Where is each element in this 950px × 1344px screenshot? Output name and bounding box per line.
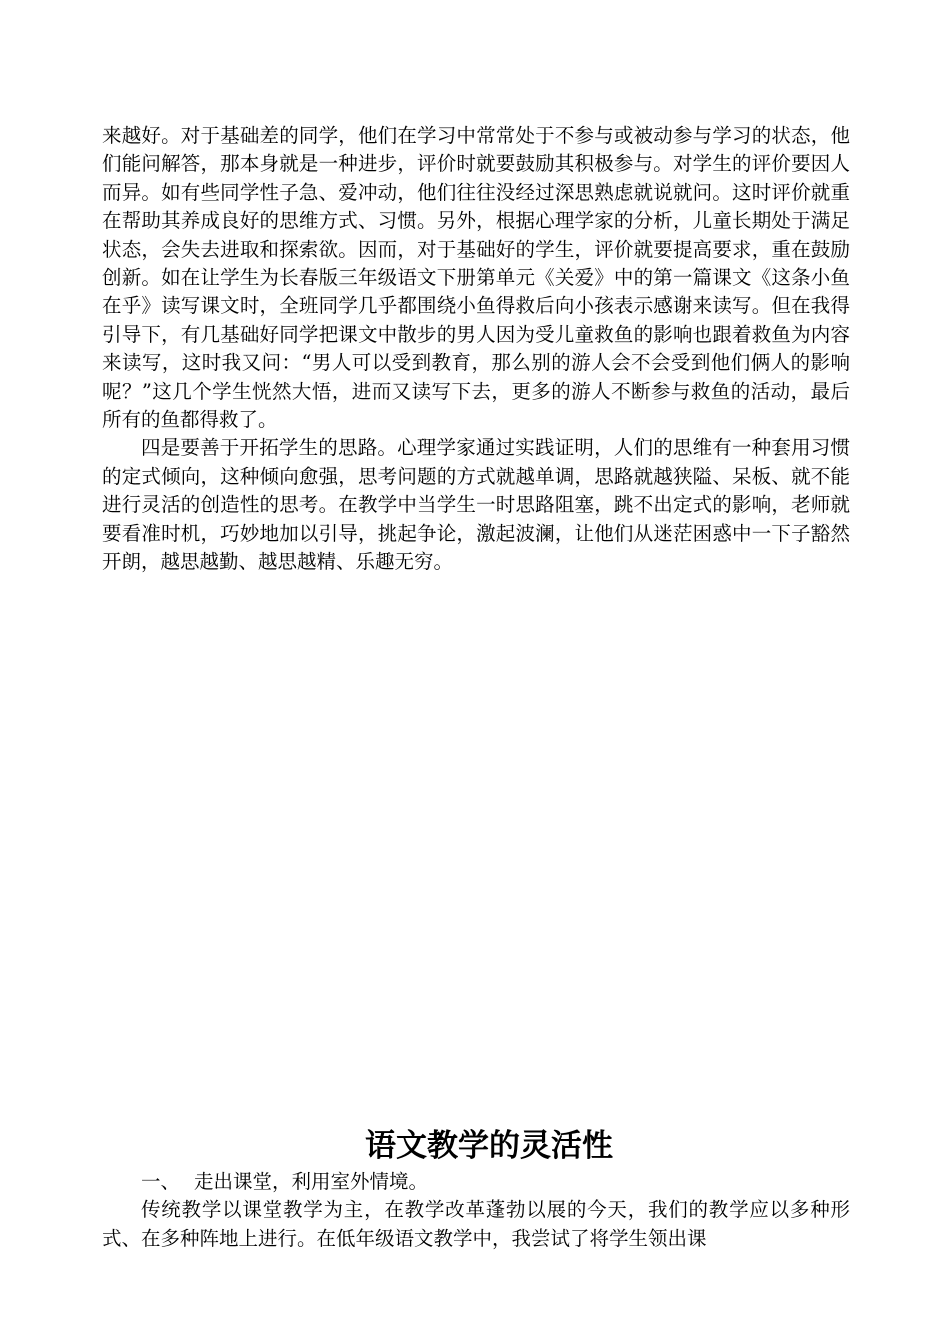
section-heading (102, 1168, 850, 1196)
section-number: 一、 (141, 1170, 181, 1193)
previous-article-continuation (102, 122, 850, 577)
paragraph-four: 四是要善于开拓学生的思路。心理学家通过实践证明，人们的思维有一种套用习惯的定式倾向，这种倾向愈强，思考问题的方式就越单调，思路就越狭隘、呆板、就不能进行灵活的创造性的思考。在教学中当学生一时思路阻塞，跳不出定式的影响，老师就要看准时机，巧妙地加以引导，挑起争论，激起波澜，让他们从迷茫困惑中一下子豁然开朗，越思越勤、越思越精、乐趣无穷。 (102, 436, 850, 574)
new-article (102, 1124, 850, 1253)
continued-paragraph: 来越好。对于基础差的同学，他们在学习中常常处于不参与或被动参与学习的状态，他们能问解答，那本身就是一种进步，评价时就要鼓励其积极参与。对学生的评价要因人而异。如有些同学性子急、爱冲动，他们往往没经过深思熟虑就说就问。这时评价就重在帮助其养成良好的思维方式、习惯。另外，根据心理学家的分析，儿童长期处于满足状态，会失去进取和探索欲。因而，对于基础好的学生，评价就要提高要求，重在鼓励创新。如在让学生为长春版三年级语文下册第单元《关爱》中的第一篇课文《这条小鱼在乎》读写课文时，全班同学几乎都围绕小鱼得救后向小孩表示感谢来读写。但在我得引导下，有几基础好同学把课文中散步的男人因为受儿童救鱼的影响也跟着救鱼为内容来读写，这时我又问：“男人可以受到教育，那么别的游人会不会受到他们俩人的影响呢？”这几个学生恍然大悟，进而又读写下去，更多的游人不断参与救鱼的活动，最后所有的鱼都得救了。 (102, 124, 850, 432)
section-heading-text: 走出课堂，利用室外情境。 (194, 1170, 429, 1193)
article-title: 语文教学的灵活性 (365, 1128, 613, 1164)
opening-paragraph: 传统教学以课堂教学为主，在教学改革蓬勃以展的今天，我们的教学应以多种形式、在多种阵地上进行。在低年级语文教学中，我尝试了将学生领出课 (102, 1198, 850, 1250)
